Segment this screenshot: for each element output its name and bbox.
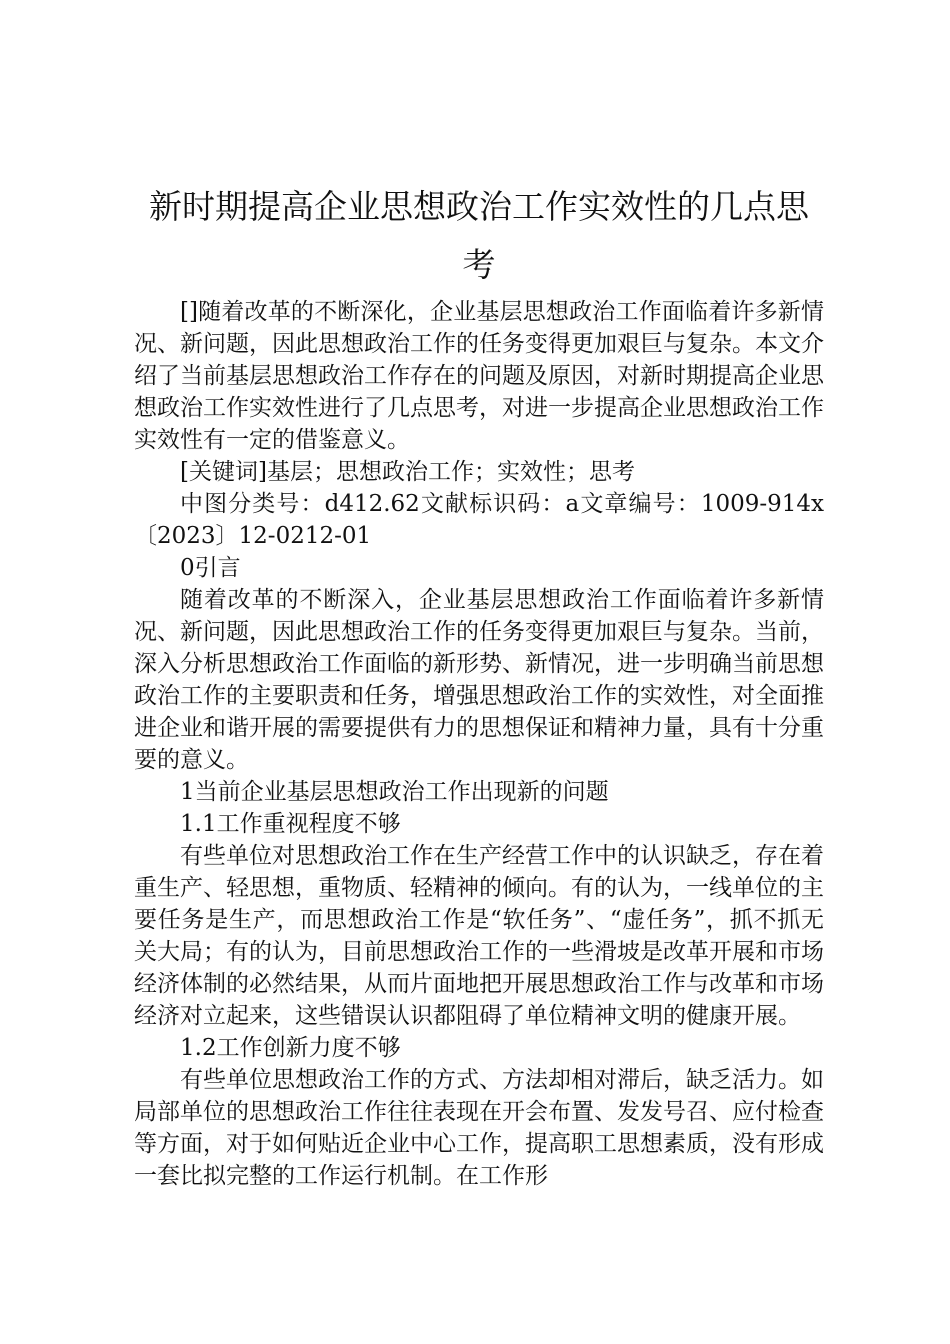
paragraph-1-2: 有些单位思想政治工作的方式、方法却相对滞后，缺乏活力。如局部单位的思想政治工作往往表现在开会布置、发发号召、应付检查等方面，对于如何贴近企业中心工作，提高职工思想素质，没有形成一套比拟完整的工作运行机制。在工作形 (134, 1067, 824, 1189)
paragraph-1-1: 有些单位对思想政治工作在生产经营工作中的认识缺乏，存在着重生产、轻思想，重物质、轻精神的倾向。有的认为，一线单位的主要任务是生产，而思想政治工作是“软任务”、“虚任务”，抓不抓无关大局；有的认为，目前思想政治工作的一些滑坡是改革开展和市场经济体制的必然结果，从而片面地把开展思想政治工作与改革和市场经济对立起来，这些错误认识都阻碍了单位精神文明的健康开展。 (134, 843, 824, 1029)
section-heading-introduction: 0引言 (180, 555, 241, 581)
introduction-paragraph: 随着改革的不断深入，企业基层思想政治工作面临着许多新情况、新问题，因此思想政治工作的任务变得更加艰巨与复杂。当前，深入分析思想政治工作面临的新形势、新情况，进一步明确当前思想政治工作的主要职责和任务，增强思想政治工作的实效性，对全面推进企业和谐开展的需要提供有力的思想保证和精神力量，具有十分重要的意义。 (134, 587, 824, 773)
keywords-line: [关键词]基层；思想政治工作；实效性；思考 (180, 459, 635, 485)
subsection-heading-1-1: 1.1工作重视程度不够 (180, 811, 401, 837)
classification-line: 中图分类号：d412.62文献标识码：a文章编号：1009-914x〔2023〕12-0212-01 (134, 491, 824, 549)
section-heading-1: 1当前企业基层思想政治工作出现新的问题 (180, 779, 609, 805)
abstract-paragraph: []随着改革的不断深化，企业基层思想政治工作面临着许多新情况、新问题，因此思想政治工作的任务变得更加艰巨与复杂。本文介绍了当前基层思想政治工作存在的问题及原因，对新时期提高企业思想政治工作实效性进行了几点思考，对进一步提高企业思想政治工作实效性有一定的借鉴意义。 (134, 299, 824, 453)
document-title: 新时期提高企业思想政治工作实效性的几点思考 (149, 187, 809, 284)
document-body (134, 296, 824, 1192)
document-page (134, 178, 824, 1192)
subsection-heading-1-2: 1.2工作创新力度不够 (180, 1035, 401, 1061)
